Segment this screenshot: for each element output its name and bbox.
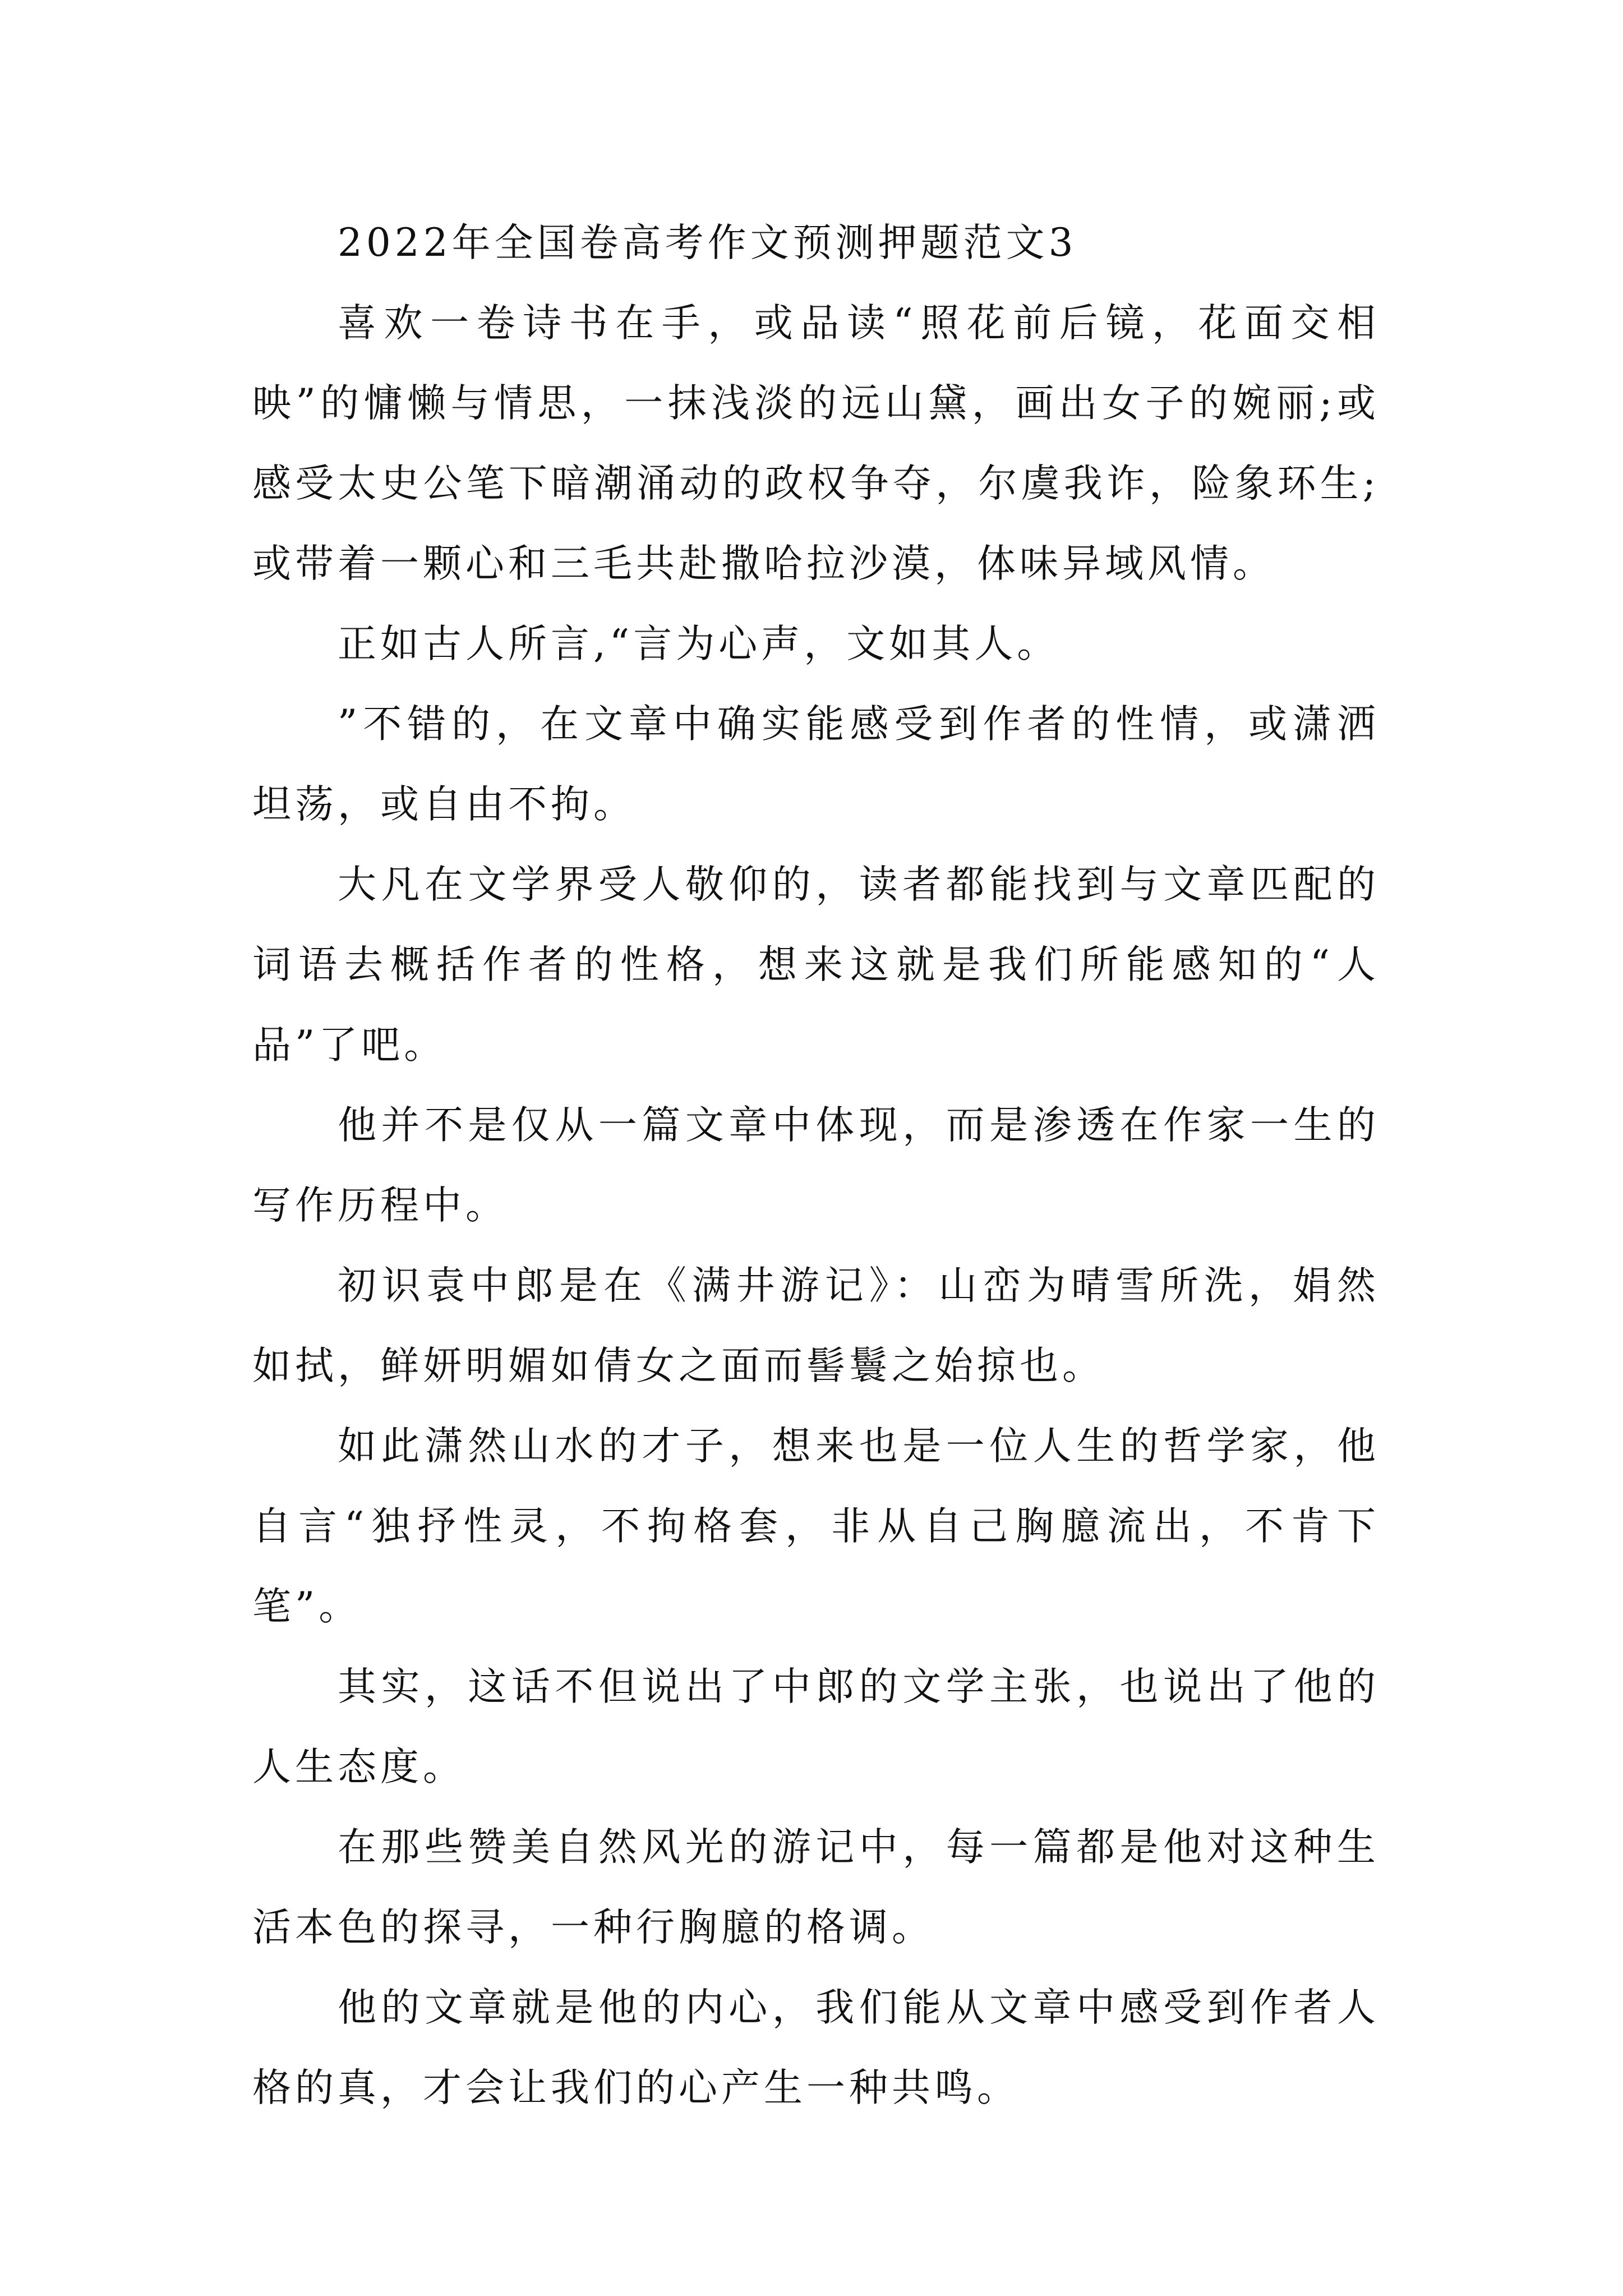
paragraph-10: 他的文章就是他的内心，我们能从文章中感受到作者人格的真，才会让我们的心产生一种共鸣。 (252, 1985, 1380, 2110)
paragraph-4: 大凡在文学界受人敬仰的，读者都能找到与文章匹配的词语去概括作者的性格，想来这就是我们所能感知的“人品”了吧。 (252, 862, 1380, 1068)
paragraph-2: 正如古人所言,“言为心声，文如其人。 (338, 622, 1060, 666)
paragraph-5: 他并不是仅从一篇文章中体现，而是渗透在作家一生的写作历程中。 (252, 1103, 1380, 1228)
paragraph-6: 初识袁中郎是在《满井游记》：山峦为晴雪所洗，娟然如拭，鲜妍明媚如倩女之面而髻鬟之始掠也。 (252, 1263, 1380, 1388)
document-body (252, 203, 1380, 2128)
paragraph-8: 其实，这话不但说出了中郎的文学主张，也说出了他的人生态度。 (252, 1664, 1380, 1789)
paragraph-7: 如此潇然山水的才子，想来也是一位人生的哲学家，他自言“独抒性灵，不拘格套，非从自己胸臆流出，不肯下笔”。 (252, 1424, 1380, 1629)
document-title: 2022年全国卷高考作文预测押题范文3 (338, 220, 1077, 265)
paragraph-9: 在那些赞美自然风光的游记中，每一篇都是他对这种生活本色的探寻，一种行胸臆的格调。 (252, 1825, 1380, 1950)
paragraph-3: ”不错的，在文章中确实能感受到作者的性情，或潇洒坦荡，或自由不拘。 (252, 702, 1380, 827)
paragraph-1: 喜欢一卷诗书在手，或品读“照花前后镜，花面交相映”的慵懒与情思，一抹浅淡的远山黛，画出女子的婉丽;或感受太史公笔下暗潮涌动的政权争夺，尔虞我诈，险象环生;或带着一颗心和三毛共赴撒哈拉沙漠，体味异域风情。 (252, 301, 1380, 586)
